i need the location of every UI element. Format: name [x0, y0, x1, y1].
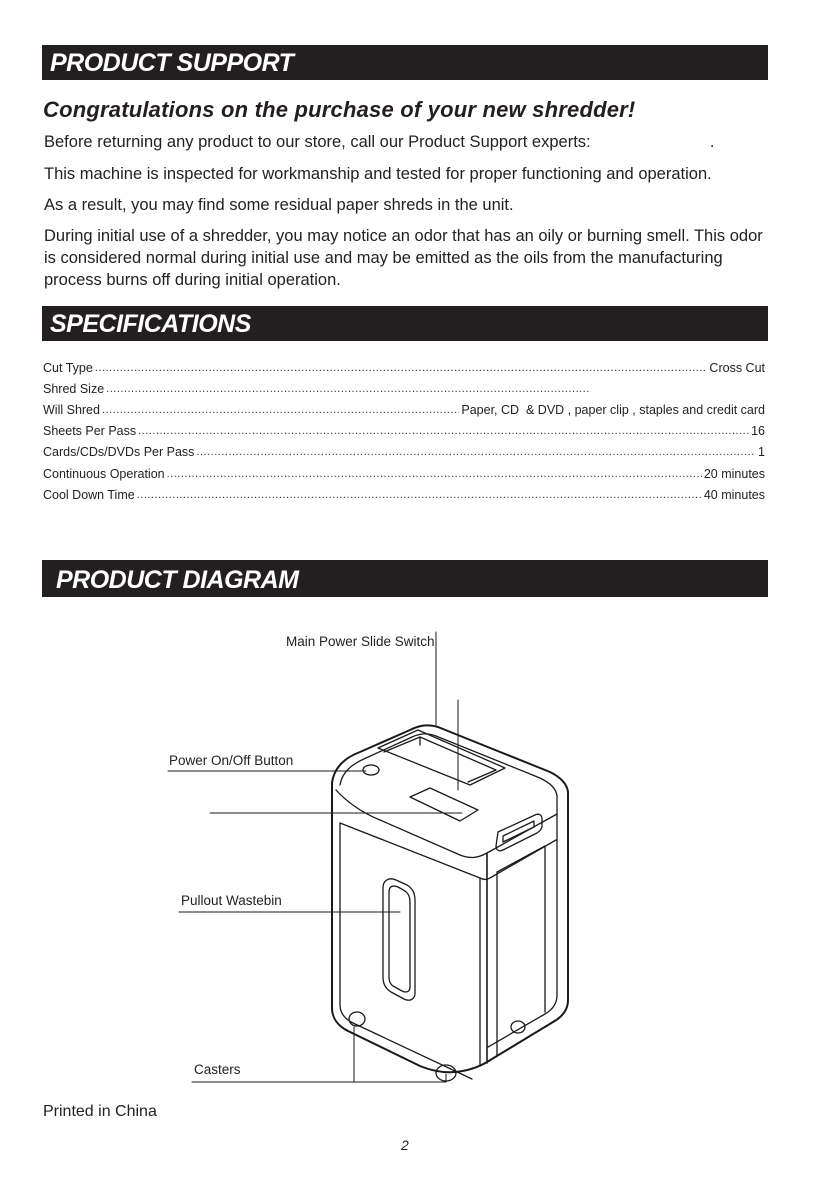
support-paragraph-2: This machine is inspected for workmanship and tested for proper functioning and operation.	[44, 165, 712, 183]
dot-leader	[95, 361, 708, 375]
spec-row	[43, 357, 765, 375]
spec-value: 1	[758, 445, 765, 459]
spec-label: Continuous Operation	[43, 467, 165, 481]
page-number: 2	[401, 1137, 409, 1153]
spec-label: Sheets Per Pass	[43, 424, 137, 438]
spec-row	[43, 463, 765, 481]
spec-row	[43, 378, 593, 396]
spec-value: Cross Cut	[709, 361, 765, 375]
shredder-diagram	[0, 600, 813, 1100]
spec-value: 40 minutes	[703, 488, 765, 502]
power-button-label: Power On/Off Button	[169, 753, 294, 768]
specifications-heading: SPECIFICATIONS	[42, 306, 768, 341]
spec-row	[43, 399, 765, 417]
product-support-heading: PRODUCT SUPPORT	[42, 45, 768, 80]
main-power-switch-label: Main Power Slide Switch	[286, 634, 435, 649]
pullout-wastebin-label: Pullout Wastebin	[181, 893, 282, 908]
spec-row	[43, 484, 765, 502]
caster-front-left	[349, 1012, 365, 1026]
printed-in-label: Printed in China	[43, 1103, 157, 1120]
support-paragraph-3: As a result, you may find some residual paper shreds in the unit.	[44, 196, 514, 214]
shredder-lid	[332, 725, 568, 792]
spec-label: Cut Type	[43, 361, 93, 375]
dot-leader	[138, 424, 749, 438]
spec-value: Paper, CD & DVD , paper clip , staples and credit card	[461, 403, 765, 417]
dot-leader	[106, 382, 591, 396]
spec-value: 16	[751, 424, 765, 438]
spec-row	[43, 441, 765, 459]
spec-row	[43, 420, 765, 438]
spec-label: Shred Size	[43, 382, 105, 396]
power-button	[363, 765, 379, 775]
spec-label: Will Shred	[43, 403, 100, 417]
product-diagram-heading: PRODUCT DIAGRAM	[42, 560, 768, 597]
dot-leader	[137, 488, 702, 502]
congratulations-headline: Congratulations on the purchase of your new shredder!	[43, 97, 636, 122]
dot-leader	[196, 445, 756, 459]
spec-label: Cool Down Time	[43, 488, 135, 502]
casters-label: Casters	[194, 1062, 241, 1077]
support-paragraph-1: Before returning any product to our store, call our Product Support experts: .	[44, 133, 715, 151]
spec-label: Cards/CDs/DVDs Per Pass	[43, 445, 195, 459]
dot-leader	[167, 467, 702, 481]
side-handle	[496, 814, 542, 851]
support-paragraph-4: During initial use of a shredder, you may notice an odor that has an oily or burning smell. This odor is considered normal during initial use and may be emitted as the oils from the manufacturing process burns off during initial operation.	[44, 227, 763, 289]
spec-value: 20 minutes	[703, 467, 765, 481]
dot-leader	[102, 403, 459, 417]
